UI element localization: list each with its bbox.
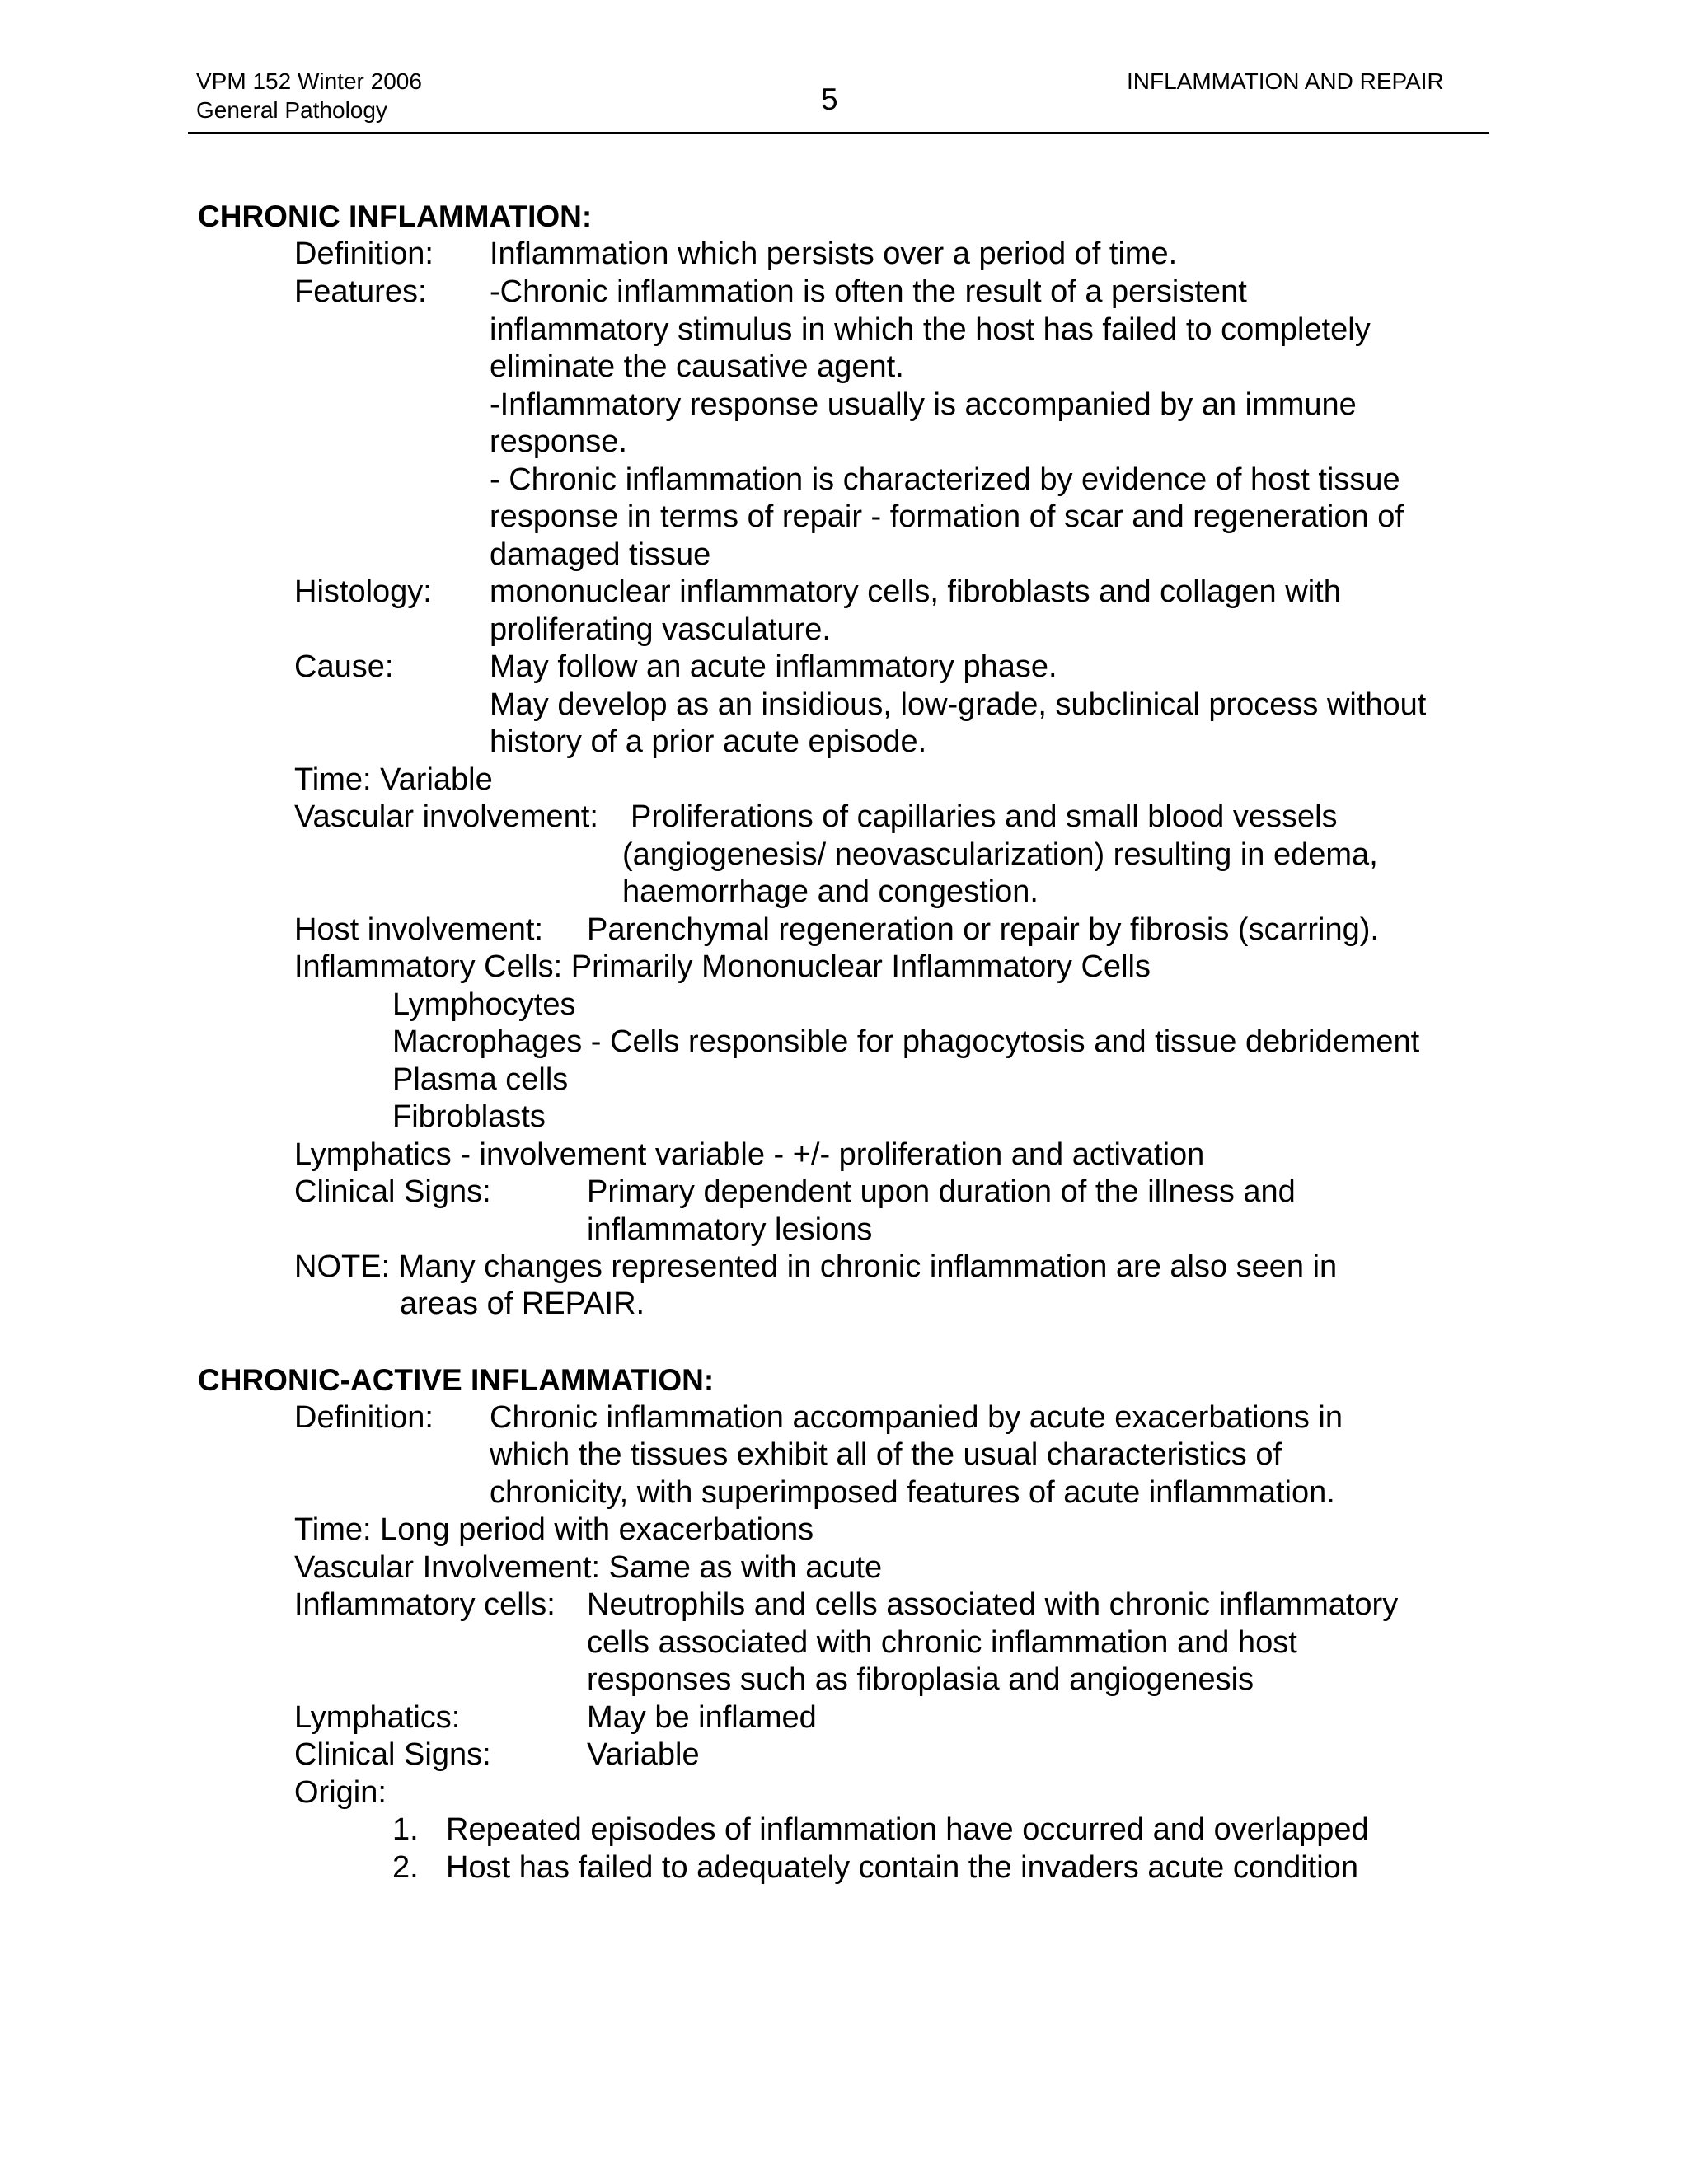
ca-time-line: Time: Long period with exacerbations xyxy=(294,1512,814,1547)
ca-origin-label: Origin: xyxy=(294,1775,387,1810)
clinical-line: inflammatory lesions xyxy=(587,1212,873,1247)
histology-line: proliferating vasculature. xyxy=(490,612,831,647)
chronic-active-heading: CHRONIC-ACTIVE INFLAMMATION: xyxy=(198,1363,715,1397)
course-title: VPM 152 Winter 2006 xyxy=(196,68,422,94)
cell-type-item: Fibroblasts xyxy=(392,1099,546,1134)
features-line: response. xyxy=(490,424,627,459)
page-number: 5 xyxy=(821,82,838,116)
subject-title: General Pathology xyxy=(196,97,387,123)
chronic-host-text: Parenchymal regeneration or repair by fibrosis (scarring). xyxy=(587,912,1379,947)
origin-item-number: 1. xyxy=(392,1812,419,1847)
features-line: eliminate the causative agent. xyxy=(490,349,904,384)
ca-definition-line: which the tissues exhibit all of the usual characteristics of xyxy=(490,1437,1282,1472)
features-line: inflammatory stimulus in which the host has failed to completely xyxy=(490,312,1371,347)
vascular-line: (angiogenesis/ neovascularization) resulting in edema, xyxy=(622,837,1378,872)
origin-item-text: Repeated episodes of inflammation have occurred and overlapped xyxy=(446,1812,1369,1847)
chronic-cause-label: Cause: xyxy=(294,649,394,684)
origin-item-number: 2. xyxy=(392,1850,419,1885)
chronic-histology-label: Histology: xyxy=(294,574,432,609)
features-line: -Inflammatory response usually is accompanied by an immune xyxy=(490,387,1357,422)
chronic-heading: CHRONIC INFLAMMATION: xyxy=(198,199,593,233)
chronic-time-line: Time: Variable xyxy=(294,762,493,797)
chronic-clinical-label: Clinical Signs: xyxy=(294,1174,491,1209)
ca-cells-label: Inflammatory cells: xyxy=(294,1587,556,1622)
cause-line: May follow an acute inflammatory phase. xyxy=(490,649,1057,684)
chronic-host-label: Host involvement: xyxy=(294,912,544,947)
origin-item-text: Host has failed to adequately contain the invaders acute condition xyxy=(446,1850,1358,1885)
chronic-definition-label: Definition: xyxy=(294,237,434,271)
ca-cells-line: Neutrophils and cells associated with chronic inflammatory xyxy=(587,1587,1399,1622)
cell-type-item: Macrophages - Cells responsible for phagocytosis and tissue debridement xyxy=(392,1024,1420,1059)
vascular-line: Proliferations of capillaries and small blood vessels xyxy=(631,799,1338,834)
features-line: -Chronic inflammation is often the result of a persistent xyxy=(490,274,1247,309)
ca-cells-line: cells associated with chronic inflammation and host xyxy=(587,1625,1297,1660)
chronic-features-label: Features: xyxy=(294,274,427,309)
vascular-line: haemorrhage and congestion. xyxy=(622,874,1039,909)
ca-clinical-text: Variable xyxy=(587,1737,700,1772)
ca-clinical-label: Clinical Signs: xyxy=(294,1737,491,1772)
ca-vascular-line: Vascular Involvement: Same as with acute xyxy=(294,1550,883,1585)
chronic-vascular-label: Vascular involvement: xyxy=(294,799,598,834)
chronic-cells-line: Inflammatory Cells: Primarily Mononuclear Inflammatory Cells xyxy=(294,949,1151,984)
features-line: damaged tissue xyxy=(490,537,711,572)
cell-type-item: Lymphocytes xyxy=(392,987,576,1022)
chapter-title: INFLAMMATION AND REPAIR xyxy=(1127,68,1444,94)
ca-definition-label: Definition: xyxy=(294,1400,434,1435)
note-line: areas of REPAIR. xyxy=(400,1286,645,1321)
note-line: NOTE: Many changes represented in chronic inflammation are also seen in xyxy=(294,1249,1338,1284)
ca-definition-line: Chronic inflammation accompanied by acute exacerbations in xyxy=(490,1400,1343,1435)
ca-lymphatics-label: Lymphatics: xyxy=(294,1700,461,1735)
ca-definition-line: chronicity, with superimposed features of acute inflammation. xyxy=(490,1475,1335,1510)
cell-type-item: Plasma cells xyxy=(392,1062,569,1097)
features-line: - Chronic inflammation is characterized by evidence of host tissue xyxy=(490,462,1400,497)
ca-cells-line: responses such as fibroplasia and angiogenesis xyxy=(587,1662,1254,1697)
histology-line: mononuclear inflammatory cells, fibroblasts and collagen with xyxy=(490,574,1341,609)
cause-line: history of a prior acute episode. xyxy=(490,724,927,759)
header-rule xyxy=(188,132,1489,134)
chronic-definition-text: Inflammation which persists over a period of time. xyxy=(490,237,1178,271)
clinical-line: Primary dependent upon duration of the illness and xyxy=(587,1174,1296,1209)
features-line: response in terms of repair - formation of scar and regeneration of xyxy=(490,499,1404,534)
ca-lymphatics-text: May be inflamed xyxy=(587,1700,817,1735)
chronic-lymphatics-line: Lymphatics - involvement variable - +/- proliferation and activation xyxy=(294,1137,1205,1172)
cause-line: May develop as an insidious, low-grade, subclinical process without xyxy=(490,687,1427,722)
